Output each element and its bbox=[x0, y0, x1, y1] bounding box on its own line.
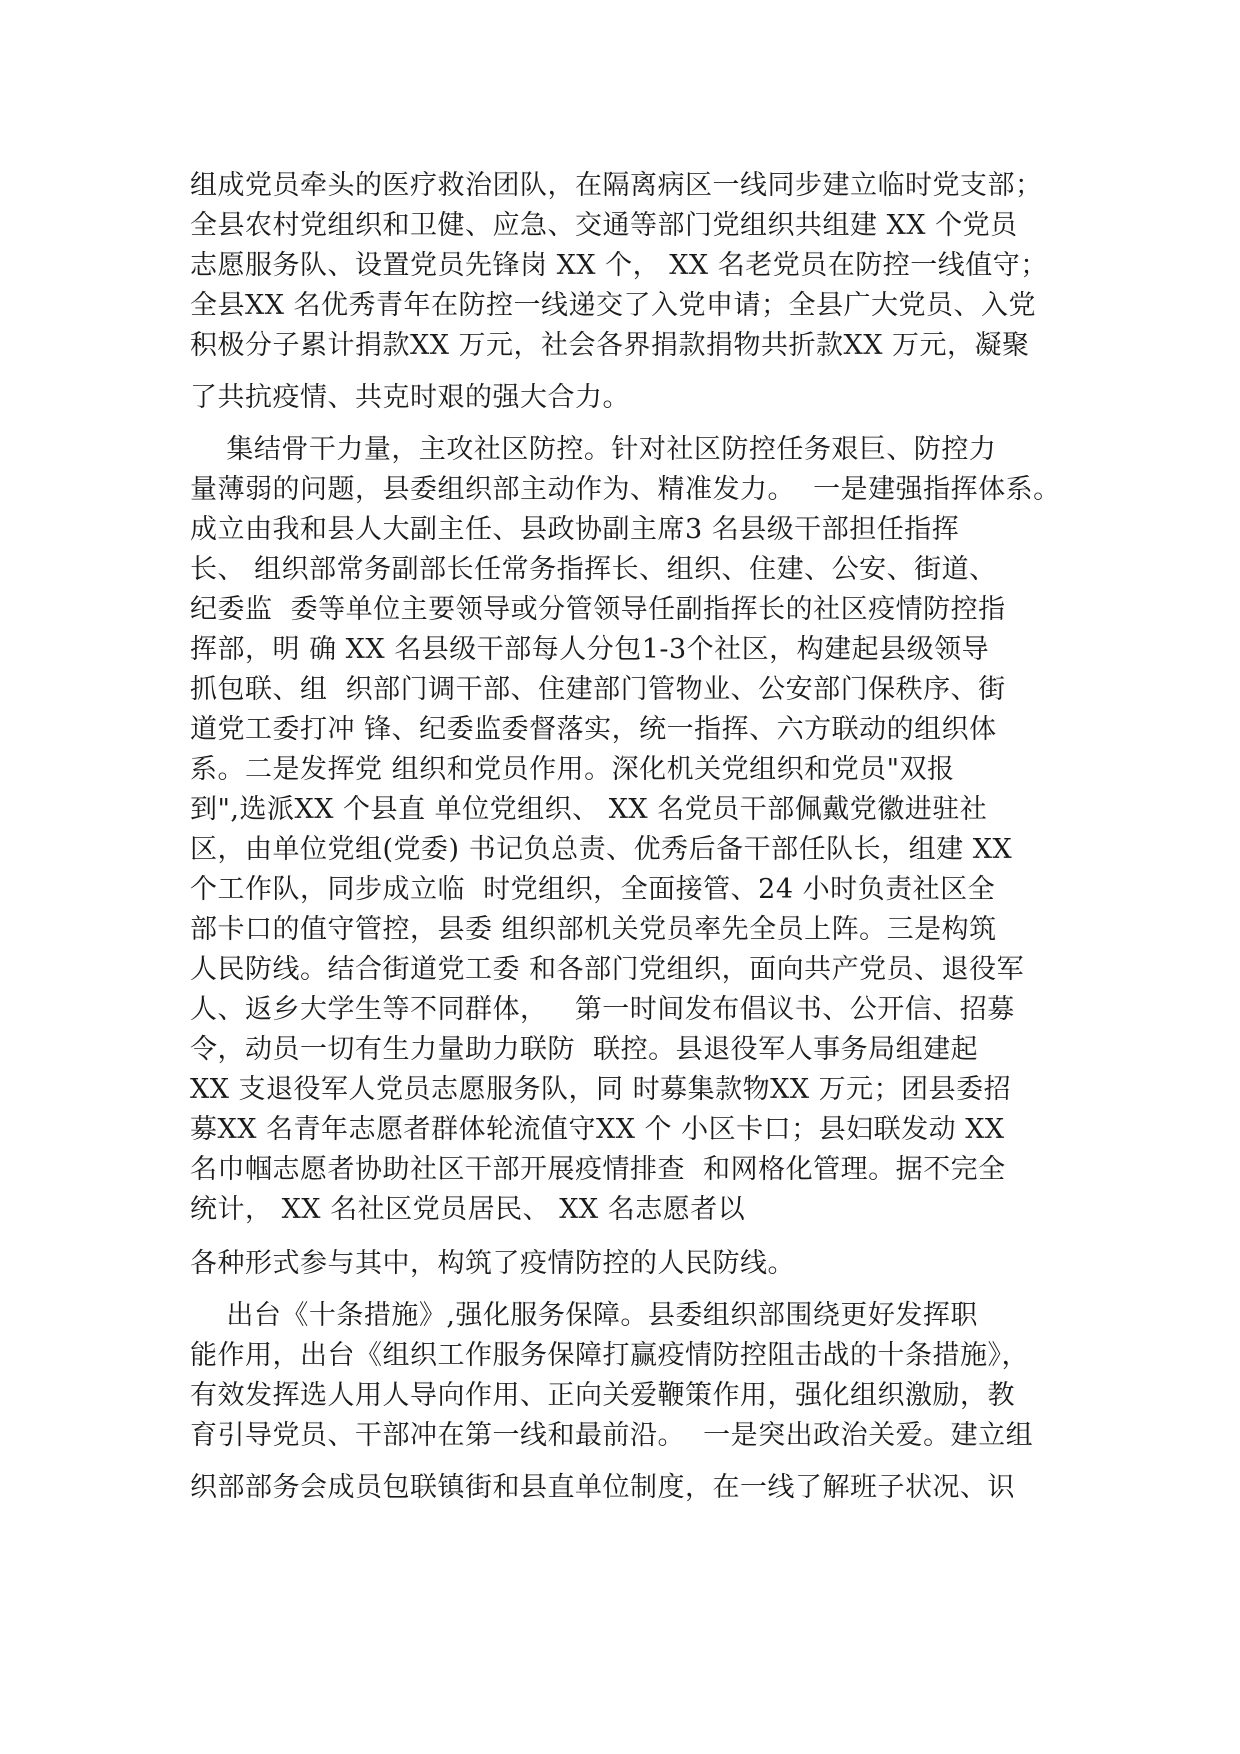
p2-line-7: 抓包联、组 织部门调干部、住建部门管物业、公安部门保秩序、街 bbox=[190, 674, 1006, 705]
p2-line-19: 名巾帼志愿者协助社区干部开展疫情排查 和网格化管理。据不完全 bbox=[190, 1154, 1006, 1185]
p2-line-13: 部卡口的值守管控，县委 组织部机关党员率先全员上阵。三是构筑 bbox=[190, 914, 997, 945]
p3-line-5: 织部部务会成员包联镇街和县直单位制度，在一线了解班子状况、识 bbox=[190, 1472, 1015, 1503]
p1-line-2: 全县农村党组织和卫健、应急、交通等部门党组织共组建 XX 个党员 bbox=[190, 210, 1018, 241]
p1-line-1: 组成党员牵头的医疗救治团队，在隔离病区一线同步建立临时党支部； bbox=[190, 170, 1043, 201]
p3-line-1: 出台《十条措施》,强化服务保障。县委组织部围绕更好发挥职 bbox=[190, 1300, 978, 1331]
p2-line-12: 个工作队，同步成立临 时党组织，全面接管、24 小时负责社区全 bbox=[190, 874, 996, 905]
p2-line-2: 量薄弱的问题，县委组织部主动作为、精准发力。 一是建强指挥体系。 bbox=[190, 474, 1061, 505]
p2-line-4: 长、 组织部常务副部长任常务指挥长、组织、住建、公安、街道、 bbox=[190, 554, 997, 585]
p2-line-16: 令，动员一切有生力量助力联防 联控。县退役军人事务局组建起 bbox=[190, 1034, 979, 1065]
p1-line-5: 积极分子累计捐款XX 万元，社会各界捐款捐物共折款XX 万元，凝聚 bbox=[190, 330, 1030, 361]
p2-line-5: 纪委监 委等单位主要领导或分管领导任副指挥长的社区疫情防控指 bbox=[190, 594, 1006, 625]
p2-line-8: 道党工委打冲 锋、纪委监委督落实，统一指挥、六方联动的组织体 bbox=[190, 714, 997, 745]
p1-line-4: 全县XX 名优秀青年在防控一线递交了入党申请；全县广大党员、入党 bbox=[190, 290, 1037, 321]
p2-line-1: 集结骨干力量，主攻社区防控。针对社区防控任务艰巨、防控力 bbox=[190, 434, 997, 465]
p3-line-2: 能作用，出台《组织工作服务保障打赢疫情防控阻击战的十条措施》， bbox=[190, 1340, 1029, 1371]
p2-line-3: 成立由我和县人大副主任、县政协副主席3 名县级干部担任指挥 bbox=[190, 514, 960, 545]
p2-line-14: 人民防线。结合街道党工委 和各部门党组织，面向共产党员、退役军 bbox=[190, 954, 1025, 985]
p2-line-21: 各种形式参与其中，构筑了疫情防控的人民防线。 bbox=[190, 1248, 795, 1279]
p3-line-3: 有效发挥选人用人导向作用、正向关爱鞭策作用，强化组织激励，教 bbox=[190, 1380, 1015, 1411]
p2-line-11: 区，由单位党组(党委) 书记负总责、优秀后备干部任队长，组建 XX bbox=[190, 834, 1013, 865]
p1-line-3: 志愿服务队、设置党员先锋岗 XX 个， XX 名老党员在防控一线值守； bbox=[190, 250, 1048, 281]
p2-line-9: 系。二是发挥党 组织和党员作用。深化机关党组织和党员"双报 bbox=[190, 754, 955, 785]
p2-line-17: XX 支退役军人党员志愿服务队，同 时募集款物XX 万元；团县委招 bbox=[190, 1074, 1012, 1105]
p2-line-6: 挥部，明 确 XX 名县级干部每人分包1-3个社区，构建起县级领导 bbox=[190, 634, 990, 665]
p1-line-6: 了共抗疫情、共克时艰的强大合力。 bbox=[190, 382, 630, 413]
p2-line-10: 到",选派XX 个县直 单位党组织、 XX 名党员干部佩戴党徽进驻社 bbox=[190, 794, 988, 825]
p2-line-20: 统计， XX 名社区党员居民、 XX 名志愿者以 bbox=[190, 1194, 746, 1225]
p3-line-4: 育引导党员、干部冲在第一线和最前沿。 一是突出政治关爱。建立组 bbox=[190, 1420, 1034, 1451]
p2-line-18: 募XX 名青年志愿者群体轮流值守XX 个 小区卡口；县妇联发动 XX bbox=[190, 1114, 1005, 1145]
p2-line-15: 人、返乡大学生等不同群体， 第一时间发布倡议书、公开信、招募 bbox=[190, 994, 1015, 1025]
